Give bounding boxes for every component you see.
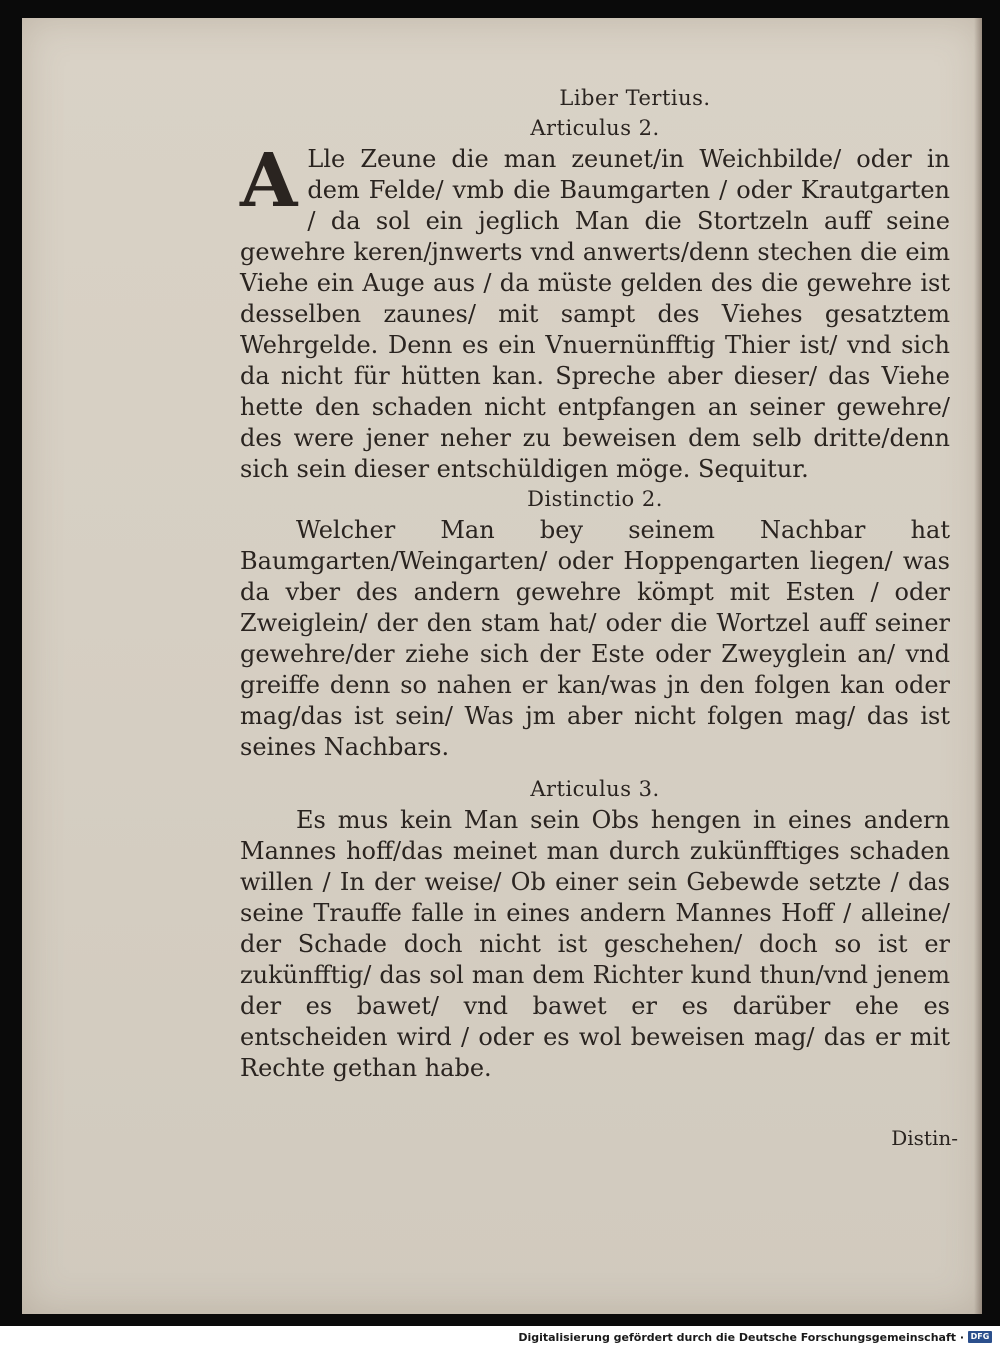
section-text-distinctio-2: Welcher Man bey seinem Nachbar hat Baumgarten/Weingarten/ oder Hoppengarten liegen/ was da vber des andern gewehre kömpt mit Esten / oder Zweiglein/ der den stam hat/ oder die Wortzel auff seiner gewehre/der ziehe sich der Este oder Zweyglein an/ vnd greiffe denn so nahen er kan/was jn den folgen kan oder mag/das ist sein/ Was jm aber nicht folgen mag/ das ist seines Nachbars. (240, 516, 950, 761)
page-text-block (240, 86, 950, 1084)
dfg-logo-icon: DFG (968, 1331, 992, 1343)
paragraph-body: Lle Zeune die man zeunet/in Weichbilde/ oder in dem Felde/ vmb die Baumgarten / oder Krautgarten / da sol ein jeglich Man die Stortzeln auff seine gewehre keren/jnwerts vnd anwerts/denn stechen die eim Viehe ein Auge aus / da müste gelden des die gewehre ist desselben zaunes/ mit sampt des Viehes gesatztem Wehrgelde. Denn es ein Vnuernünfftig Thier ist/ vnd sich da nicht für hütten kan. Spreche aber dieser/ das Viehe hette den schaden nicht entpfangen an seiner gewehre/ des were jener neher zu beweisen dem selb dritte/denn sich sein dieser entschüldigen möge. Sequitur. (240, 145, 950, 483)
section-heading-articulus-3: Articulus 3. (530, 777, 660, 801)
digitization-credit: Digitalisierung gefördert durch die Deutsche Forschungsgemeinschaft · (518, 1331, 964, 1344)
section-heading-articulus-2: Articulus 2. (530, 116, 660, 140)
decorated-initial: A (240, 138, 298, 224)
page-edge-shadow (974, 18, 982, 1314)
section-text-articulus-3: Es mus kein Man sein Obs hengen in eines andern Mannes hoff/das meinet man durch zukünfftiges schaden willen / In der weise/ Ob einer sein Gebewde setzte / das seine Trauffe falle in eines andern Mannes Hoff / alleine/ der Schade doch nicht ist geschehen/ doch so ist er zukünfftig/ das sol man dem Richter kund thun/vnd jenem der es bawet/ vnd bawet er es darüber ehe es entscheiden wird / oder es wol beweisen mag/ das er mit Rechte gethan habe. (240, 806, 950, 1082)
catchword: Distin- (891, 1126, 958, 1150)
running-head: Liber Tertius. (559, 86, 711, 110)
section-text-articulus-2 (240, 138, 950, 485)
section-heading-distinctio-2: Distinctio 2. (527, 487, 663, 511)
